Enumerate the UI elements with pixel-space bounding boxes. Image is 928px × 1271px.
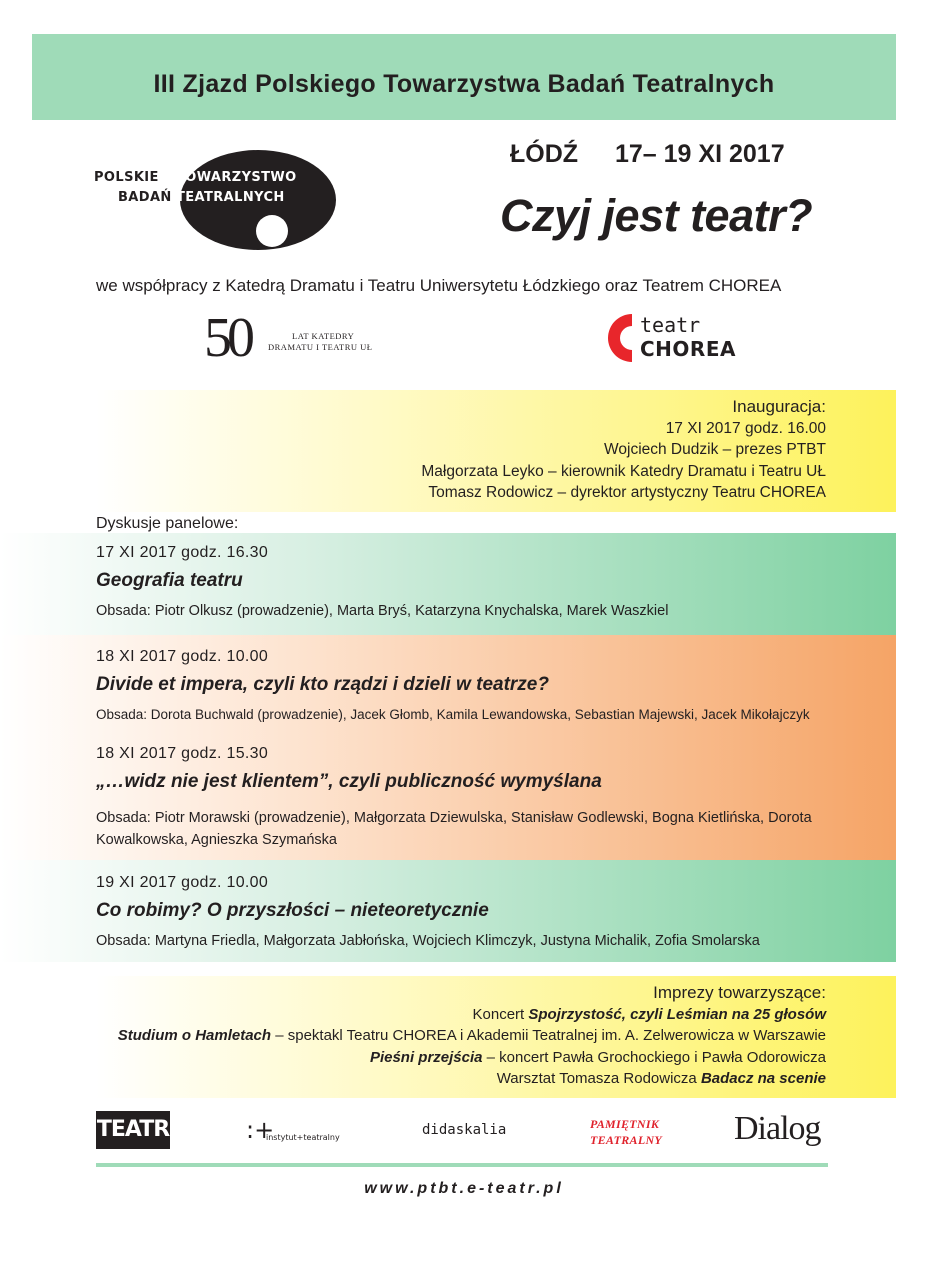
teatr-logo: TEATR: [96, 1111, 170, 1149]
panel-cast: Obsada: Dorota Buchwald (prowadzenie), Jacek Głomb, Kamila Lewandowska, Sebastian Majewski, Jacek Mikołajczyk: [96, 707, 810, 722]
event-dates: 17– 19 XI 2017: [615, 140, 785, 168]
page-title: III Zjazd Polskiego Towarzystwa Badań Teatralnych: [153, 70, 775, 98]
logo-text-teatralnych: TEATRALNYCH: [176, 190, 285, 205]
panel-title: Divide et impera, czyli kto rządzi i dzieli w teatrze?: [96, 674, 549, 695]
panel-title: Geografia teatru: [96, 570, 243, 591]
logo-text-towarzystwo: TOWARZYSTWO: [176, 170, 297, 185]
panel-cast: Obsada: Martyna Friedla, Małgorzata Jabłońska, Wojciech Klimczyk, Justyna Michalik, Zofia Smolarska: [96, 933, 760, 949]
panel-date: 17 XI 2017 godz. 16.30: [96, 544, 269, 561]
event-date-line: [510, 140, 785, 169]
fifty-logo-line2: DRAMATU I TEATRU UŁ: [268, 342, 373, 352]
didaskalia-logo: didaskalia: [422, 1122, 507, 1138]
panel-title: Co robimy? O przyszłości – nieteoretycznie: [96, 900, 489, 921]
side-event-item: Koncert Spojrzystość, czyli Leśmian na 25 głosów: [472, 1005, 826, 1023]
panel-date: 18 XI 2017 godz. 10.00: [96, 648, 269, 665]
side-event-item: Studium o Hamletach – spektakl Teatru CHOREA i Akademii Teatralnej im. A. Zelwerowicza w Warszawie: [117, 1027, 826, 1044]
inauguration-line: Wojciech Dudzik – prezes PTBT: [604, 441, 826, 458]
inauguration-section: [96, 390, 896, 512]
website-link[interactable]: www.ptbt.e-teatr.pl: [364, 1180, 564, 1197]
pamietnik-logo-line2: TEATRALNY: [590, 1133, 663, 1147]
panel-section: [0, 635, 896, 860]
pamietnik-logo-line1: PAMIĘTNIK: [590, 1117, 660, 1131]
inauguration-line: Małgorzata Leyko – kierownik Katedry Dramatu i Teatru UŁ: [421, 462, 826, 480]
event-title: Czyj jest teatr?: [500, 190, 813, 241]
panel-date: 18 XI 2017 godz. 15.30: [96, 745, 269, 762]
chorea-logo-line1: teatr: [640, 313, 701, 337]
panel-title: „…widz nie jest klientem”, czyli publiczność wymyślana: [96, 771, 602, 792]
logo-text-polskie: POLSKIE: [94, 170, 159, 185]
side-event-item: Pieśni przejścia – koncert Pawła Grochockiego i Pawła Odorowicza: [369, 1048, 826, 1066]
inauguration-line: 17 XI 2017 godz. 16.00: [665, 419, 826, 437]
side-events-lines: [118, 982, 826, 1090]
inauguration-label: Inauguracja:: [732, 397, 826, 416]
side-events-label: Imprezy towarzyszące:: [653, 983, 826, 1002]
panels-label: Dyskusje panelowe:: [96, 515, 239, 532]
fifty-years-logo: 50: [204, 307, 250, 369]
cooperation-line: we współpracy z Katedrą Dramatu i Teatru Uniwersytetu Łódzkiego oraz Teatrem CHOREA: [96, 276, 782, 295]
instytut-logo-mark: :+: [246, 1116, 275, 1144]
footer-divider: [96, 1163, 828, 1167]
ptbt-logo-dot: [256, 215, 288, 247]
inauguration-lines: [421, 396, 826, 504]
panel-cast: Obsada: Piotr Olkusz (prowadzenie), Marta Bryś, Katarzyna Knychalska, Marek Waszkiel: [96, 603, 669, 619]
panel-section: [0, 860, 896, 962]
chorea-logo-icon: [606, 312, 634, 364]
chorea-logo-line2: CHOREA: [640, 337, 736, 361]
logo-text-badan: BADAŃ: [118, 190, 172, 205]
panel-section: [0, 533, 896, 635]
instytut-logo-text: instytut+teatralny: [266, 1133, 340, 1142]
side-event-item: Warsztat Tomasza Rodowicza Badacz na scenie: [496, 1070, 826, 1087]
side-events-section: [96, 976, 896, 1098]
inauguration-line: Tomasz Rodowicz – dyrektor artystyczny Teatru CHOREA: [428, 484, 826, 501]
dialog-logo: Dialog: [734, 1110, 821, 1147]
panel-cast: Obsada: Piotr Morawski (prowadzenie), Małgorzata Dziewulska, Stanisław Godlewski, Bogna Kietlińska, Dorota Kowalkowska, Agnieszka Szymańska: [96, 810, 812, 848]
event-city: ŁÓDŹ: [510, 140, 579, 168]
fifty-logo-line1: LAT KATEDRY: [292, 331, 355, 341]
panel-date: 19 XI 2017 godz. 10.00: [96, 874, 269, 891]
